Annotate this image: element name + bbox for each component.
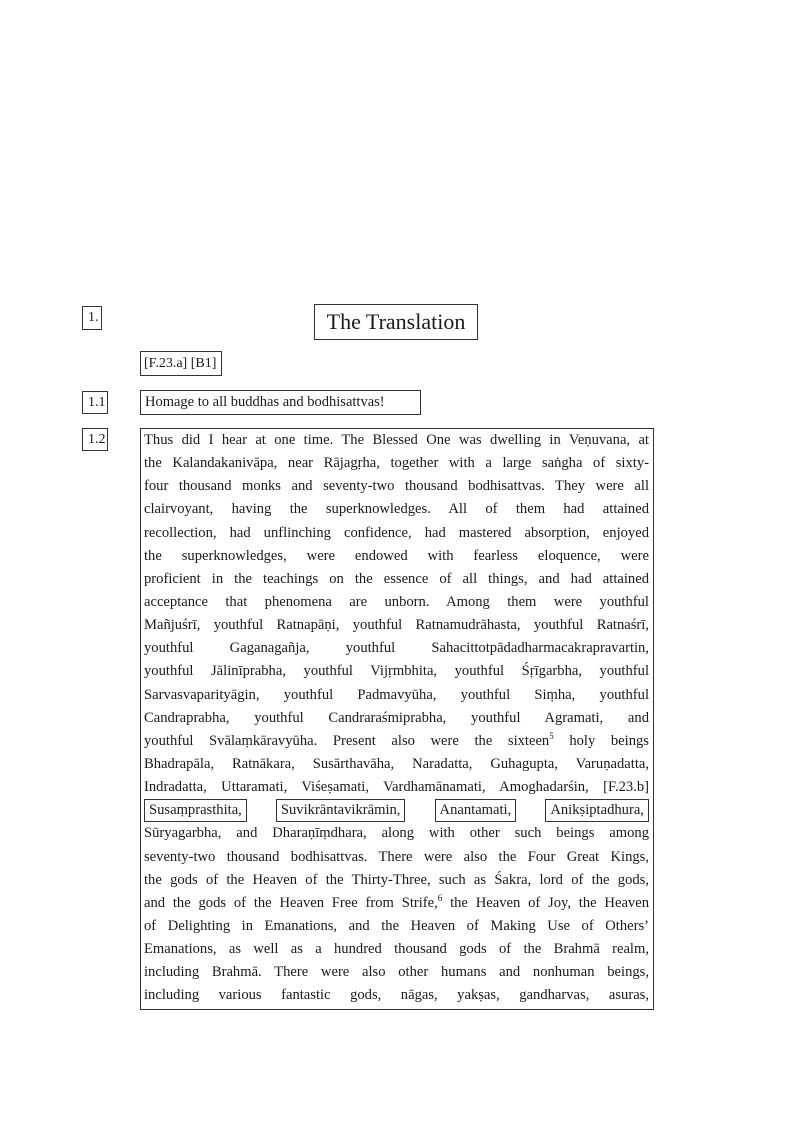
text-line: seventy-two thousand bodhisattvas. There were also the Four Great Kings, [144,848,649,865]
boxed-name: Anantamati, [435,799,517,822]
text-line: of Delighting in Emanations, and the Heaven of Making Use of Others’ [144,917,649,934]
text-line: four thousand monks and seventy-two thousand bodhisattvas. They were all [144,478,649,495]
text-line: Sarvasvaparityāgin, youthful Padmavyūha, youthful Siṃha, youthful [144,686,649,703]
text-line: including Brahmā. There were also other humans and nonhuman beings, [144,964,649,981]
footnote-ref-6[interactable]: 6 [437,892,443,903]
text-line: the Kalandakanivāpa, near Rājagṛha, together with a large saṅgha of sixty- [144,455,649,472]
section-title: The Translation [314,304,478,340]
boxed-name: Suvikrāntavikrāmin, [276,799,406,822]
text-line: the gods of the Heaven of the Thirty-Three, such as Śakra, lord of the gods, [144,871,649,888]
text-line: Indradatta, Uttaramati, Viśeṣamati, Vardhamānamati, Amoghadarśin, [F.23.b] [144,779,649,796]
boxed-name: Susaṃprasthita, [144,799,247,822]
text-line: clairvoyant, having the superknowledges. All of them had attained [144,501,649,518]
text-line: Bhadrapāla, Ratnākara, Susārthavāha, Naradatta, Guhagupta, Varuṇadatta, [144,755,649,772]
text-segment: and the gods of the Heaven Free from Strife, [144,894,438,911]
text-line: Candraprabha, youthful Candraraśmiprabha, youthful Agramati, and [144,709,649,726]
text-segment: youthful Svālaṃkāravyūha. Present also were the sixteen [144,732,550,749]
text-line: proficient in the teachings on the essence of all things, and had attained [144,570,649,587]
text-line: recollection, had unflinching confidence, had mastered absorption, enjoyed [144,524,649,541]
text-line: youthful Jālinīprabha, youthful Vijṛmbhita, youthful Śṛīgarbha, youthful [144,663,649,680]
section-number: 1. [82,306,102,330]
footnote-ref-5[interactable]: 5 [549,730,554,741]
text-segment: the Heaven of Joy, the Heaven [442,894,649,911]
text-line-with-footnote [144,892,649,915]
boxed-names-line [144,799,649,822]
paragraph-number-1-2: 1.2 [82,428,108,451]
text-line-with-footnote [144,730,649,753]
text-segment: holy beings [553,732,649,749]
text-line: the superknowledges, were endowed with fearless eloquence, were [144,547,649,564]
paragraph-number-1-1: 1.1 [82,391,108,414]
folio-reference: [F.23.a] [B1] [140,351,222,376]
text-line: Sūryagarbha, and Dharaṇīṃdhara, along with other such beings among [144,825,649,842]
text-line: Thus did I hear at one time. The Blessed One was dwelling in Veṇuvana, at [144,432,649,448]
boxed-name: Anikṣiptadhura, [545,799,649,822]
text-line: Emanations, as well as a hundred thousand gods of the Brahmā realm, [144,941,649,958]
paragraph-1-1-text: Homage to all buddhas and bodhisattvas! [140,390,421,415]
text-line: acceptance that phenomena are unborn. Among them were youthful [144,593,649,610]
text-line: including various fantastic gods, nāgas, yakṣas, gandharvas, asuras, [144,987,649,1004]
paragraph-1-2 [140,428,654,1010]
text-line: youthful Gaganagañja, youthful Sahacittotpādadharmacakrapravartin, [144,640,649,657]
text-line: Mañjuśrī, youthful Ratnapāṇi, youthful Ratnamudrāhasta, youthful Ratnaśrī, [144,617,649,634]
